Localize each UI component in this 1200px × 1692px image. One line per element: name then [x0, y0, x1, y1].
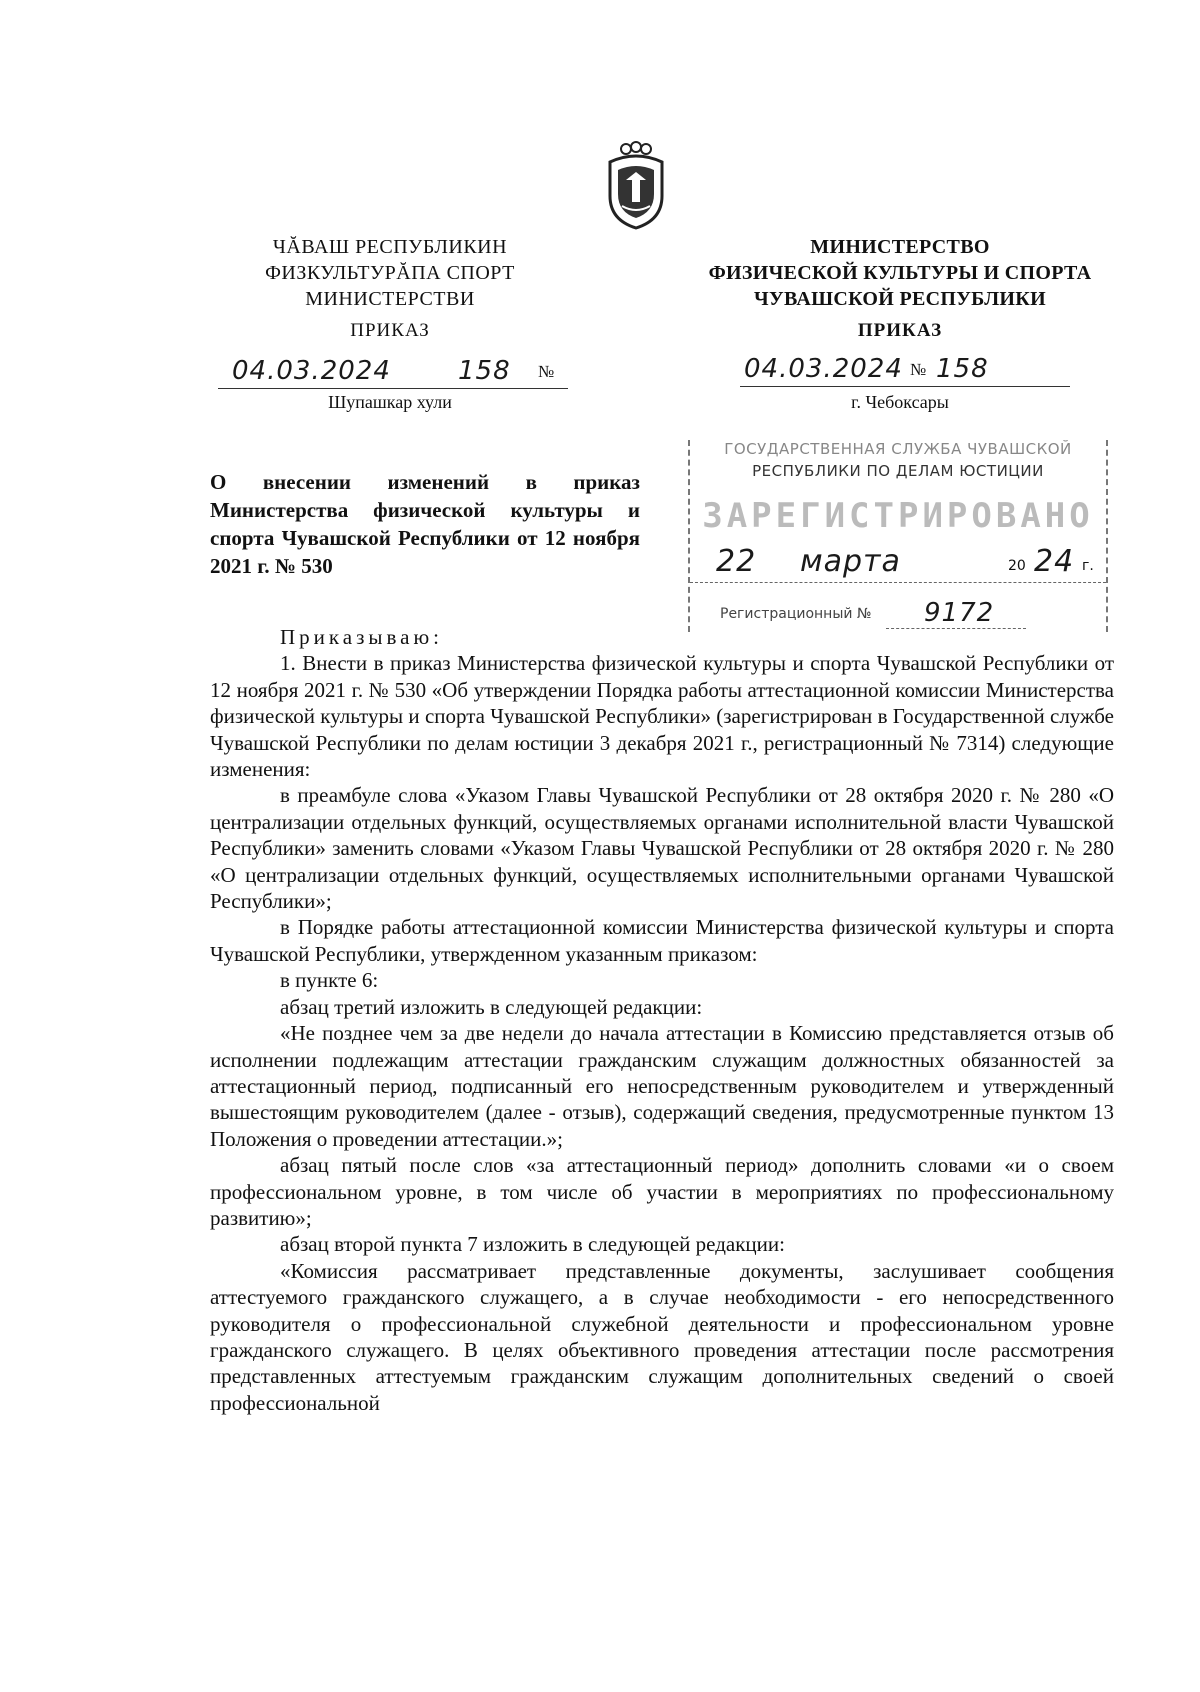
header-left-line2: ФИЗКУЛЬТУРĂПА СПОРТ [265, 262, 515, 284]
body-paragraph: в Порядке работы аттестационной комиссии Министерства физической культуры и спорта Чувашской Республики, утвержденном указанным приказом: [210, 915, 1114, 966]
document-body [210, 624, 1114, 1416]
body-paragraph: «Комиссия рассматривает представленные документы, заслушивает сообщения аттестуемого гражданского служащего, а в случае необходимости - его непосредственного руководителя о профессиональной служебной деятельности и профессиональном уровне гражданского служащего. В целях объективного проведения аттестации после рассмотрения представленных аттестуемым гражданским служащим дополнительных сведений о своей профессиональной [210, 1258, 1114, 1415]
order-number-left: 158 [458, 356, 511, 386]
body-paragraph: абзац второй пункта 7 изложить в следующей редакции: [280, 1232, 785, 1257]
opening-line: Приказываю: [280, 625, 443, 649]
stamp-year-suffix: 24 [1034, 544, 1075, 579]
stamp-org-line2: РЕСПУБЛИКИ ПО ДЕЛАМ ЮСТИЦИИ [752, 462, 1044, 480]
body-paragraph: абзац пятый после слов «за аттестационный период» дополнить словами «и о своем профессиональном уровне, в том числе об участии в мероприятиях по профессиональному развитию»; [210, 1153, 1114, 1230]
order-label-right: ПРИКАЗ [857, 320, 943, 341]
number-sign-right: № [910, 360, 927, 379]
header-right-line2: ФИЗИЧЕСКОЙ КУЛЬТУРЫ И СПОРТА [708, 262, 1092, 284]
order-number-right: 158 [936, 354, 989, 384]
chuvash-emblem-icon [600, 140, 672, 232]
stamp-day: 22 [716, 544, 757, 579]
body-paragraph: абзац третий изложить в следующей редакции: [280, 994, 703, 1019]
document-title: О внесении изменений в приказ Министерства физической культуры и спорта Чувашской Республики от 12 ноября 2021 г. № 530 [210, 470, 640, 578]
header-left [210, 234, 570, 312]
stamp-date [690, 544, 1106, 583]
stamp-year-mark: г. [1082, 558, 1094, 574]
order-label-left: ПРИКАЗ [350, 320, 430, 341]
body-paragraph: «Не позднее чем за две недели до начала аттестации в Комиссию представляется отзыв об исполнении подлежащим аттестации гражданским служащим должностных обязанностей за аттестационный период, подписанный его непосредственным руководителем и утвержденный вышестоящим руководителем (далее - отзыв), содержащий сведения, предусмотренные пунктом 13 Положения о проведении аттестации.»; [210, 1021, 1114, 1151]
body-paragraph: 1. Внести в приказ Министерства физической культуры и спорта Чувашской Республики от 12 ноября 2021 г. № 530 «Об утверждении Порядка работы аттестационной комиссии Министерства физической культуры и спорта Чувашской Республики» (зарегистрирован в Государственной службе Чувашской Республики по делам юстиции 3 декабря 2021 г., регистрационный № 7314) следующие изменения: [210, 651, 1114, 782]
stamp-month: марта [800, 544, 901, 579]
order-date-right: 04.03.2024 [744, 354, 903, 384]
number-sign-left: № [538, 362, 555, 381]
body-paragraph: в пункте 6: [280, 968, 379, 993]
stamp-year-prefix: 20 [1008, 558, 1026, 574]
stamp-org-line1: ГОСУДАРСТВЕННАЯ СЛУЖБА ЧУВАШСКОЙ [724, 440, 1072, 458]
stamp-status: ЗАРЕГИСТРИРОВАНО [702, 496, 1094, 536]
header-right-line3: ЧУВАШСКОЙ РЕСПУБЛИКИ [754, 288, 1046, 310]
header-left-line1: ЧĂВАШ РЕСПУБЛИКИН [272, 236, 508, 258]
order-date-left: 04.03.2024 [232, 356, 391, 386]
place-right: г. Чебоксары [851, 392, 949, 412]
place-left: Шупашкар хули [328, 392, 452, 412]
header-left-line3: МИНИСТЕРСТВИ [305, 288, 475, 310]
header-right [690, 234, 1110, 312]
body-paragraph: в преамбуле слова «Указом Главы Чувашской Республики от 28 октября 2020 г. № 280 «О централизации отдельных функций, осуществляемых органами исполнительной власти Чувашской Республики» заменить словами «Указом Главы Чувашской Республики от 28 октября 2020 г. № 280 «О централизации отдельных функций, осуществляемых исполнительными органами Чувашской Республики»; [210, 783, 1114, 914]
date-line-left [218, 356, 568, 389]
header-right-line1: МИНИСТЕРСТВО [810, 236, 990, 258]
date-line-right [740, 354, 1070, 387]
stamp-reg-label: Регистрационный № [720, 606, 872, 622]
stamp-reg-number: 9172 [924, 598, 995, 628]
registration-stamp [688, 440, 1108, 632]
